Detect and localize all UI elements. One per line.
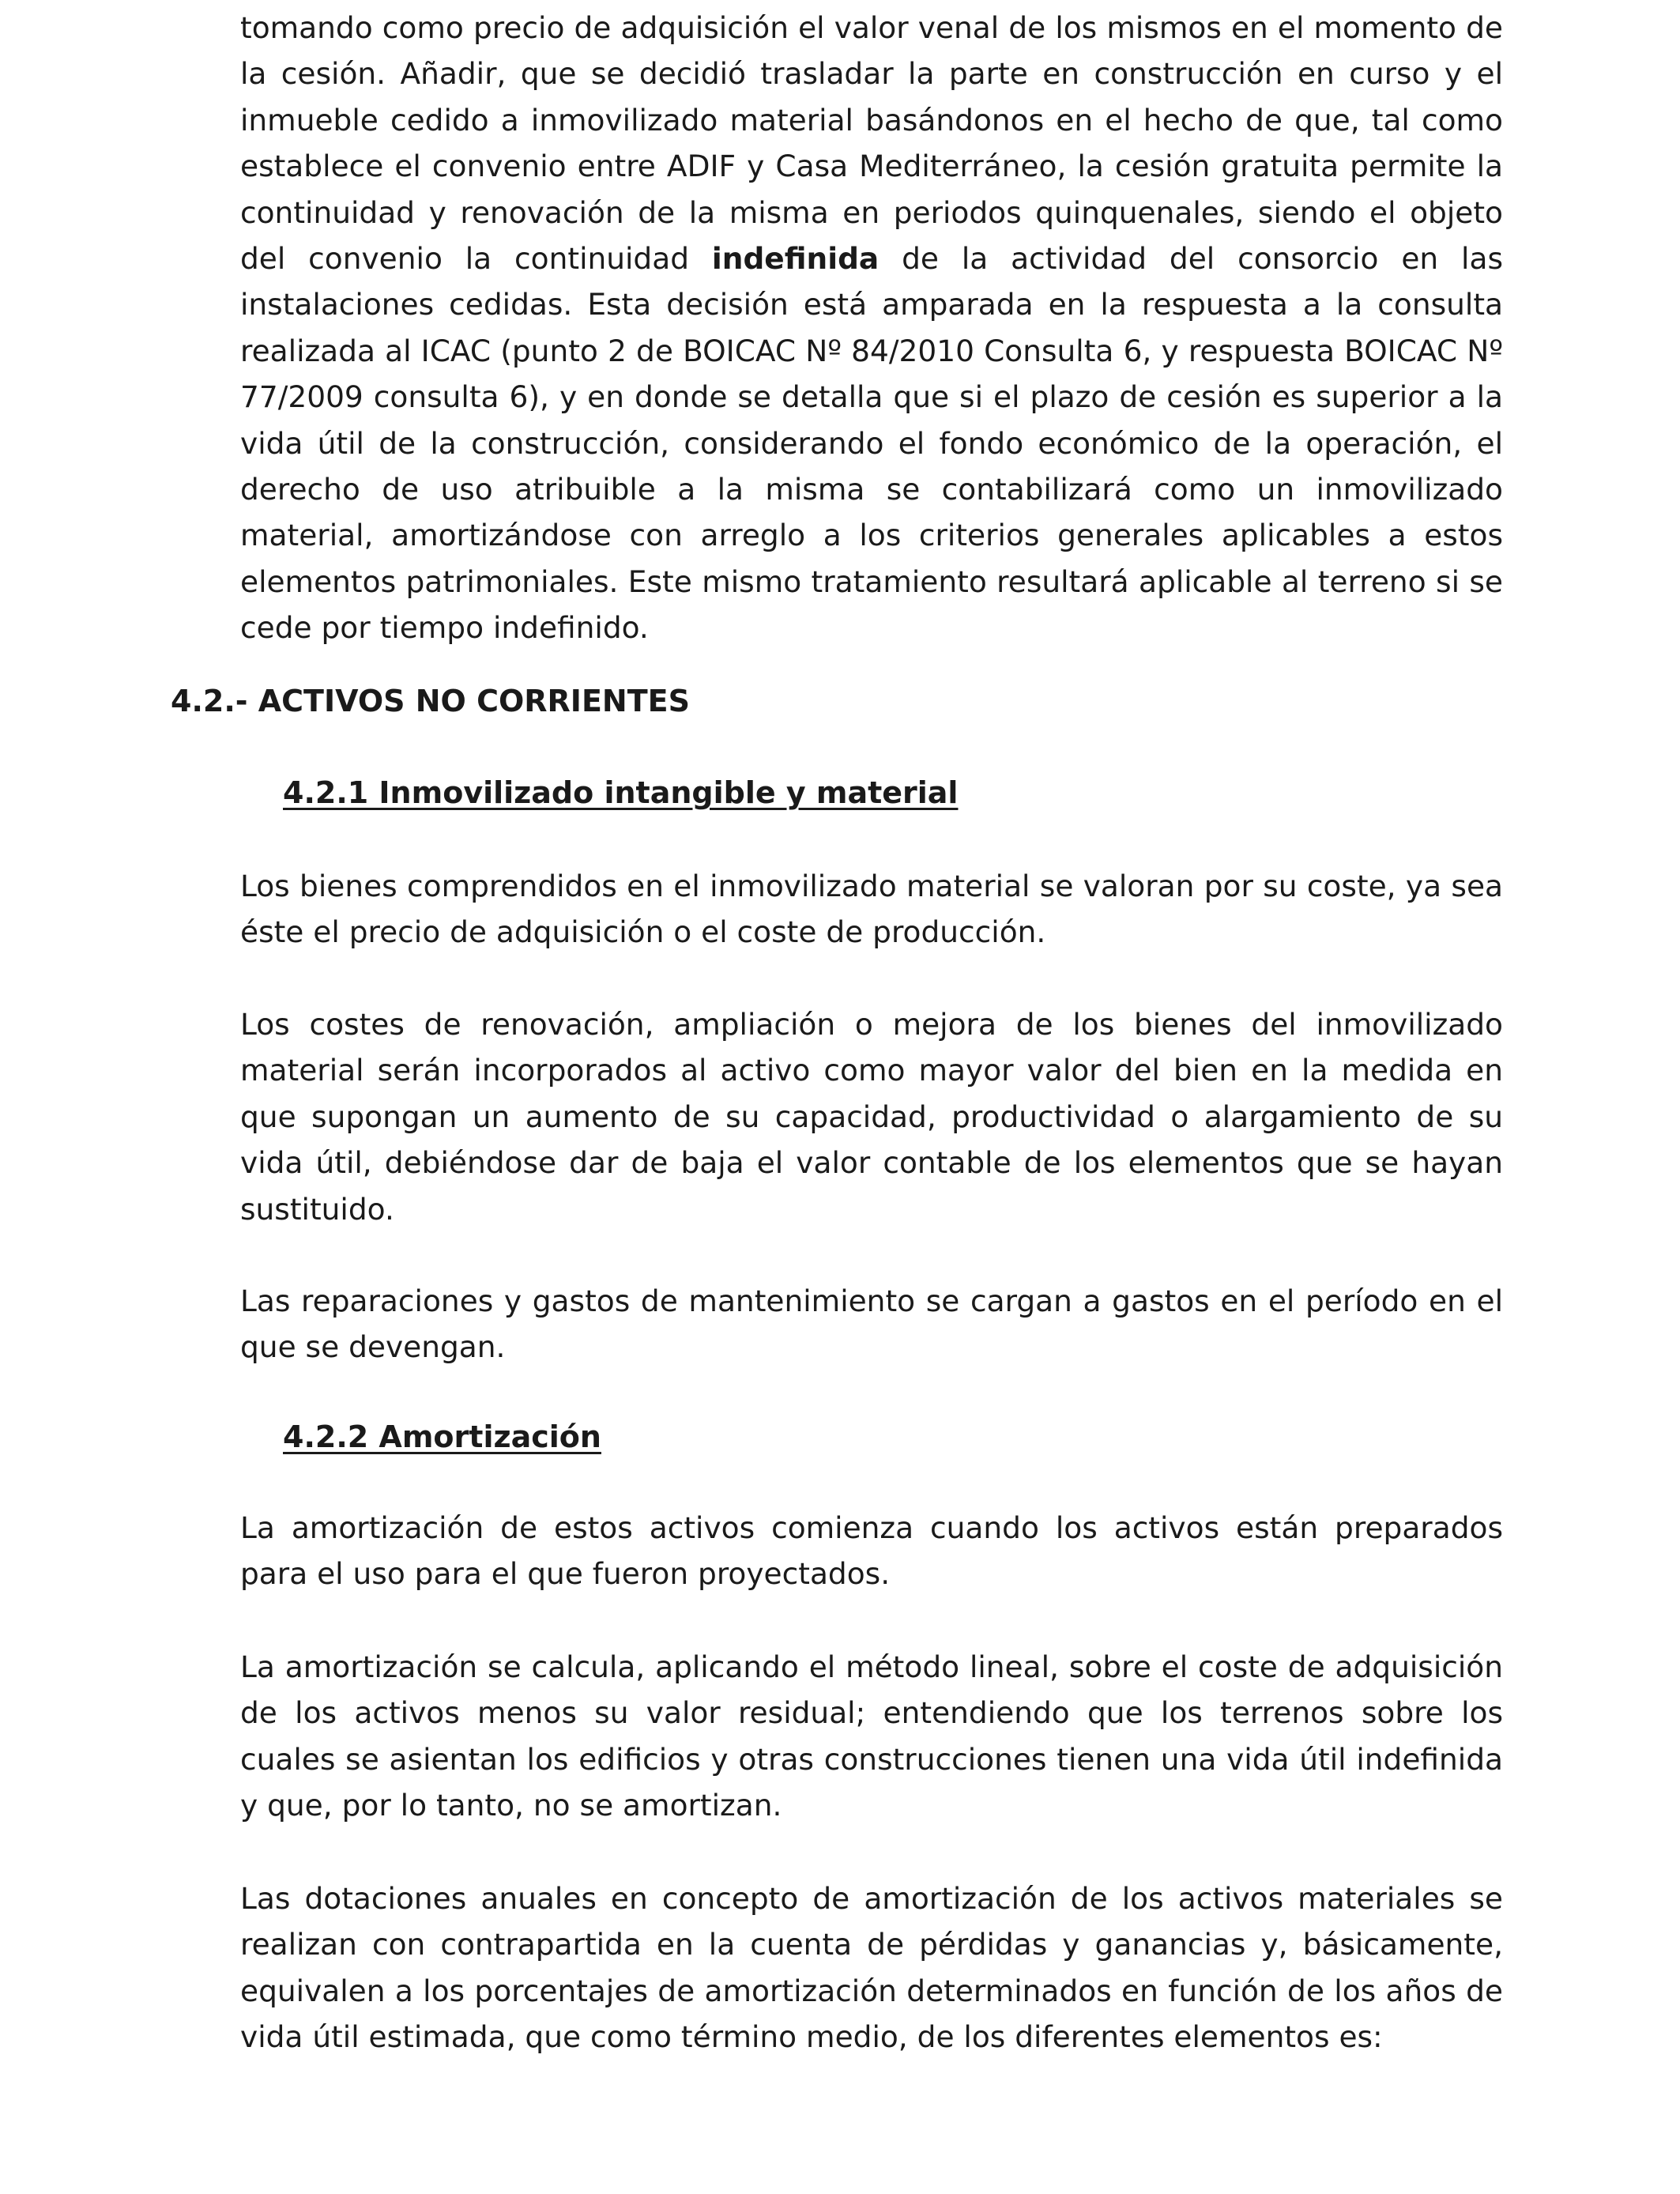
subsection-heading-amortizacion: 4.2.2 Amortización — [283, 1419, 601, 1454]
paragraph-cesion — [240, 5, 1503, 651]
bold-term-indefinida: indefinida — [711, 241, 880, 277]
paragraph-valoracion: Los bienes comprendidos en el inmovilizado material se valoran por su coste, ya sea éste el precio de adquisición o el coste de producción. — [240, 869, 1503, 950]
paragraph-reparaciones: Las reparaciones y gastos de mantenimiento se cargan a gastos en el período en el que se devengan. — [240, 1284, 1503, 1365]
paragraph-inicio-amortizacion: La amortización de estos activos comienza cuando los activos están preparados para el uso para el que fueron proyectados. — [240, 1510, 1503, 1592]
paragraph-cesion-text-start: tomando como precio de adquisición el valor venal de los mismos en el momento de la cesión. Añadir, que se decidió trasladar la parte en construcción en curso y el inmueble cedido a inmovilizado material basándonos en el hecho de que, tal como establece el convenio entre ADIF y Casa Mediterráneo, la cesión gratuita permite la continuidad y renovación de la misma en periodos quinquenales, siendo el objeto del convenio la continuidad — [240, 10, 1503, 277]
paragraph-dotaciones-anuales: Las dotaciones anuales en concepto de amortización de los activos materiales se realizan con contrapartida en la cuenta de pérdidas y ganancias y, básicamente, equivalen a los porcentajes de amortización determinados en función de los años de vida útil estimada, que como término medio, de los diferentes elementos es: — [240, 1881, 1503, 2055]
paragraph-costes-renovacion: Los costes de renovación, ampliación o mejora de los bienes del inmovilizado material serán incorporados al activo como mayor valor del bien en la medida en que supongan un aumento de su capacidad, productividad o alargamiento de su vida útil, debiéndose dar de baja el valor contable de los elementos que se hayan sustituido. — [240, 1007, 1503, 1227]
paragraph-metodo-lineal: La amortización se calcula, aplicando el método lineal, sobre el coste de adquisición de los activos menos su valor residual; entendiendo que los terrenos sobre los cuales se asientan los edificios y otras construcciones tienen una vida útil indefinida y que, por lo tanto, no se amortizan. — [240, 1649, 1503, 1823]
section-heading-activos-no-corrientes: 4.2.- ACTIVOS NO CORRIENTES — [171, 684, 690, 718]
paragraph-cesion-text-end: de la actividad del consorcio en las instalaciones cedidas. Esta decisión está amparada en la respuesta a la consulta realizada al ICAC (punto 2 de BOICAC Nº 84/2010 Consulta 6, y respuesta BOICAC Nº 77/2009 consulta 6), y en donde se detalla que si el plazo de cesión es superior a la vida útil de la construcción, considerando el fondo económico de la operación, el derecho de uso atribuible a la misma se contabilizará como un inmovilizado material, amortizándose con arreglo a los criterios generales aplicables a estos elementos patrimoniales. Este mismo tratamiento resultará aplicable al terreno si se cede por tiempo indefinido. — [240, 241, 1503, 646]
subsection-heading-inmovilizado: 4.2.1 Inmovilizado intangible y material — [283, 775, 959, 810]
